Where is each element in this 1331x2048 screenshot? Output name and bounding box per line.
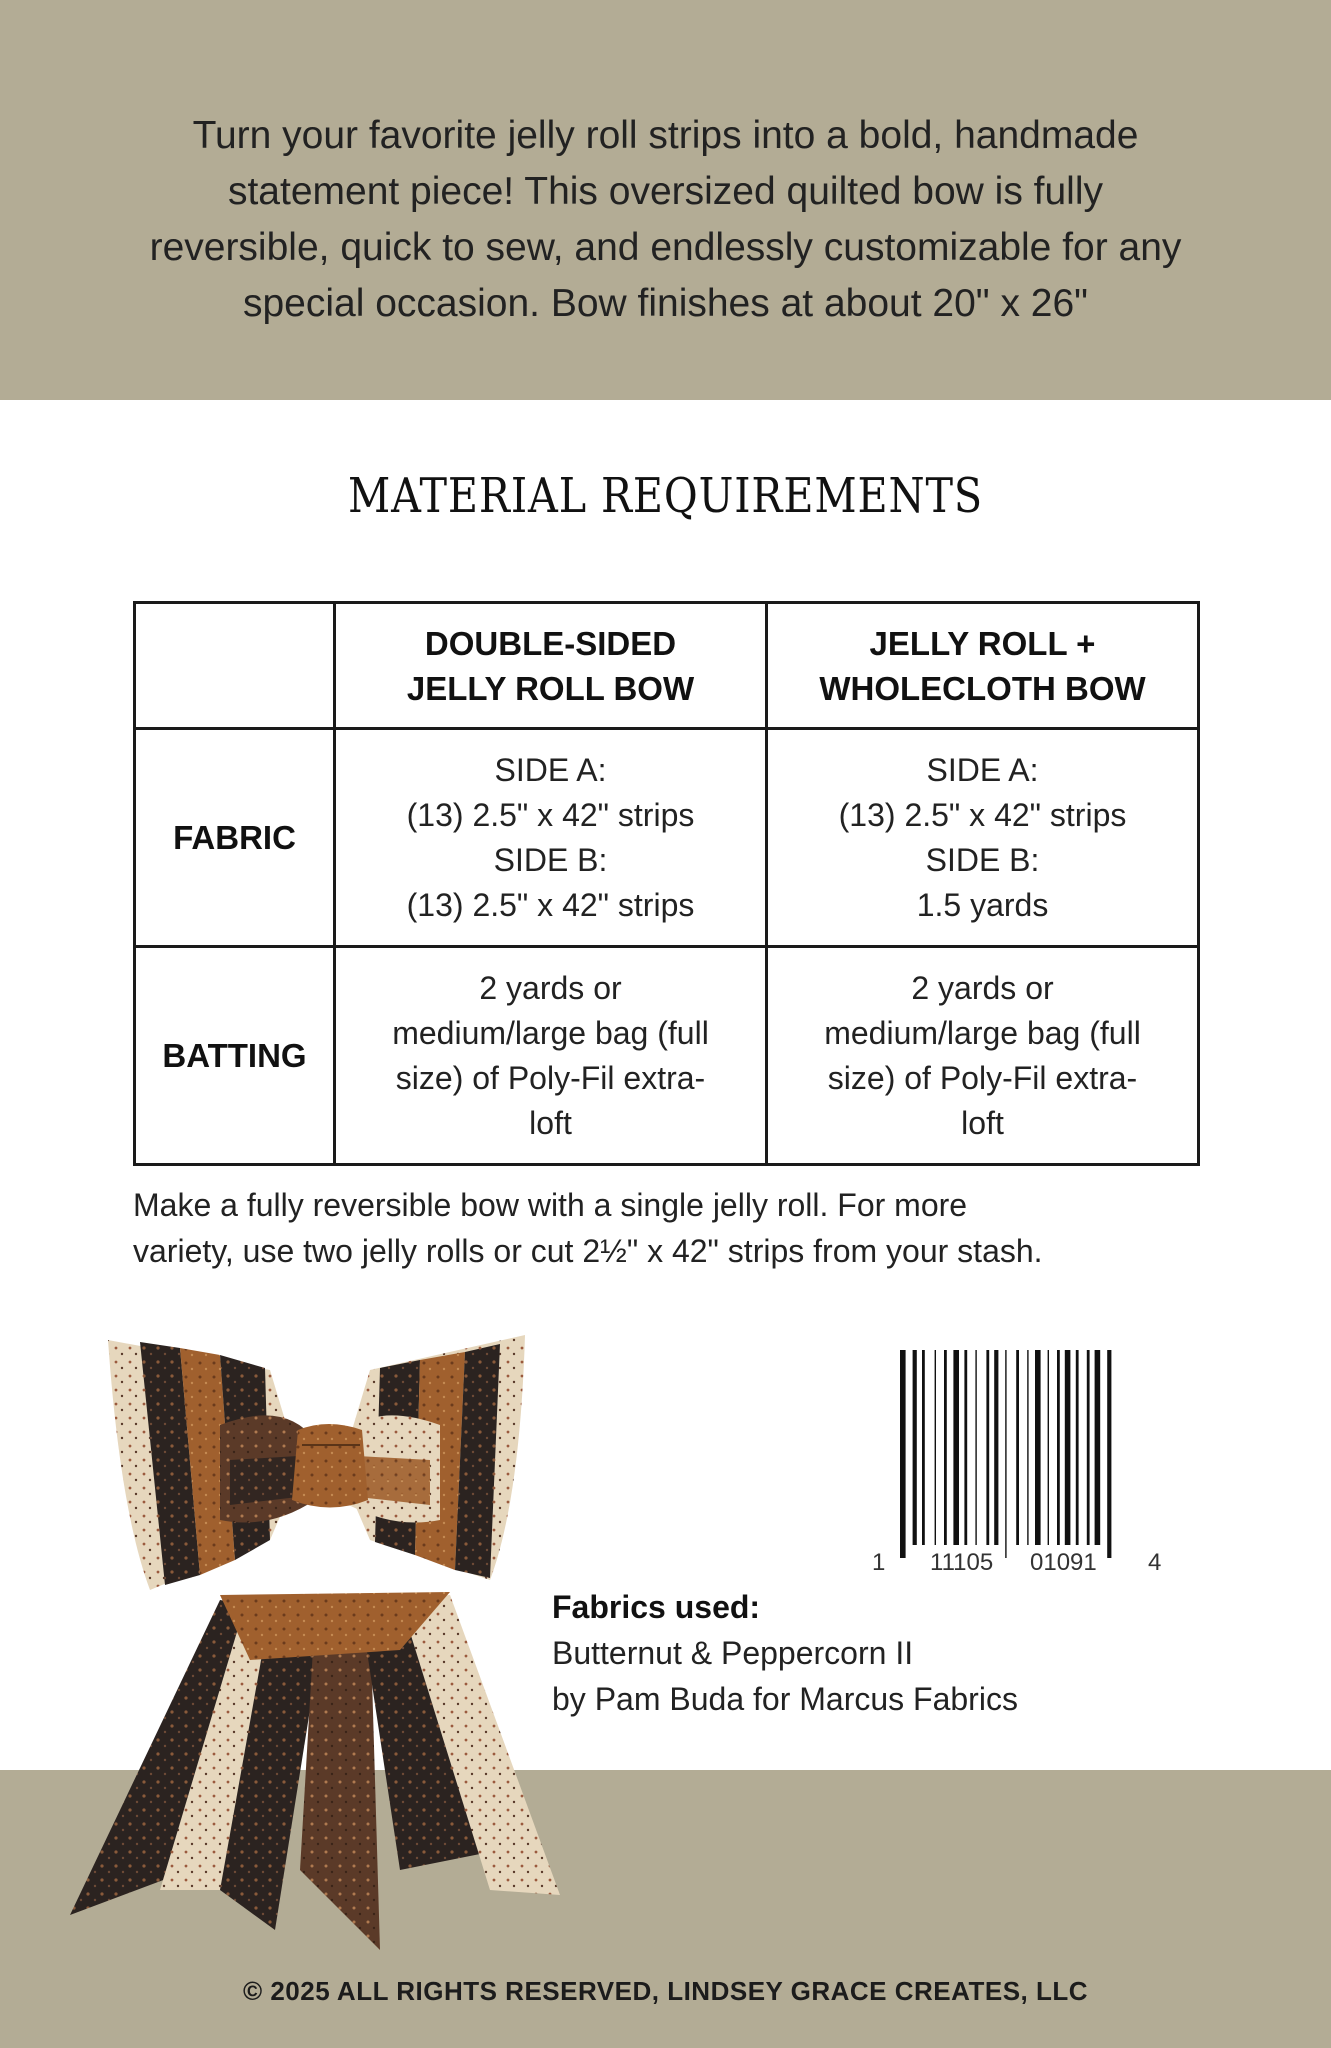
table-corner-cell xyxy=(135,603,335,729)
intro-line: special occasion. Bow finishes at about 20" x 26" xyxy=(242,282,1088,325)
batting-double-sided-cell: 2 yards or medium/large bag (full size) of Poly-Fil extra- loft xyxy=(335,947,767,1165)
barcode-bar xyxy=(1005,1350,1006,1558)
fabrics-line: Butternut & Peppercorn II xyxy=(552,1635,914,1671)
fabrics-line: by Pam Buda for Marcus Fabrics xyxy=(552,1681,1018,1717)
fabric-double-sided-cell: SIDE A: (13) 2.5" x 42" strips SIDE B: (13) 2.5" x 42" strips xyxy=(335,729,767,947)
barcode-bar xyxy=(1107,1350,1111,1558)
barcode-bar xyxy=(944,1350,947,1545)
note-line: variety, use two jelly rolls or cut 2½" x 42" strips from your stash. xyxy=(133,1233,1043,1269)
table-row-batting xyxy=(135,947,1199,1165)
table-header-row xyxy=(135,603,1199,729)
table-row-fabric xyxy=(135,729,1199,947)
barcode-bar xyxy=(975,1350,976,1545)
barcode-bar xyxy=(964,1350,967,1545)
barcode-bar xyxy=(1027,1350,1028,1545)
barcode-bar xyxy=(1016,1350,1019,1545)
batting-wholecloth-cell: 2 yards or medium/large bag (full size) of Poly-Fil extra- loft xyxy=(767,947,1199,1165)
intro-line: Turn your favorite jelly roll strips into a bold, handmade xyxy=(192,114,1139,157)
note-text xyxy=(133,1182,1253,1274)
barcode-bar xyxy=(1087,1350,1090,1545)
material-requirements-heading: MATERIAL REQUIREMENTS xyxy=(347,468,983,524)
barcode-bar xyxy=(1057,1350,1060,1545)
barcode-digit-group-2: 01091 xyxy=(1030,1549,1097,1576)
fabrics-used-label: Fabrics used: xyxy=(552,1589,761,1625)
barcode-bar xyxy=(1035,1350,1041,1545)
note-line: Make a fully reversible bow with a single jelly roll. For more xyxy=(133,1187,968,1223)
barcode-digit-last: 4 xyxy=(1148,1549,1162,1576)
intro-line: statement piece! This oversized quilted bow is fully xyxy=(227,170,1104,213)
barcode-bar xyxy=(913,1350,917,1545)
barcode-bar xyxy=(1065,1350,1071,1545)
barcode-bar xyxy=(1076,1350,1079,1545)
barcode-digit-first: 1 xyxy=(872,1549,886,1576)
barcode-bar xyxy=(1095,1350,1101,1545)
header-wholecloth: JELLY ROLL + WHOLECLOTH BOW xyxy=(767,603,1199,729)
barcode-bar xyxy=(994,1350,998,1545)
barcode-bar xyxy=(1048,1350,1049,1545)
intro-text xyxy=(60,108,1271,332)
barcode-bar xyxy=(922,1350,925,1545)
barcode-digit-group-1: 11105 xyxy=(930,1549,994,1576)
header-double-sided: DOUBLE-SIDED JELLY ROLL BOW xyxy=(335,603,767,729)
row-label-batting: BATTING xyxy=(135,947,335,1165)
fabric-wholecloth-cell: SIDE A: (13) 2.5" x 42" strips SIDE B: 1.5 yards xyxy=(767,729,1199,947)
barcode-bar xyxy=(953,1350,959,1545)
quilted-bow-illustration xyxy=(70,1330,570,1950)
barcode-bar xyxy=(900,1350,906,1558)
intro-line: reversible, quick to sew, and endlessly customizable for any xyxy=(149,226,1182,269)
barcode-graphic xyxy=(860,1345,1180,1580)
barcode-bar xyxy=(935,1350,936,1545)
barcode-bar xyxy=(986,1350,989,1545)
fabrics-used xyxy=(552,1584,1152,1722)
copyright-notice: © 2025 ALL RIGHTS RESERVED, LINDSEY GRACE CREATES, LLC xyxy=(242,1976,1089,2006)
material-requirements-table xyxy=(133,601,1200,1166)
row-label-fabric: FABRIC xyxy=(135,729,335,947)
